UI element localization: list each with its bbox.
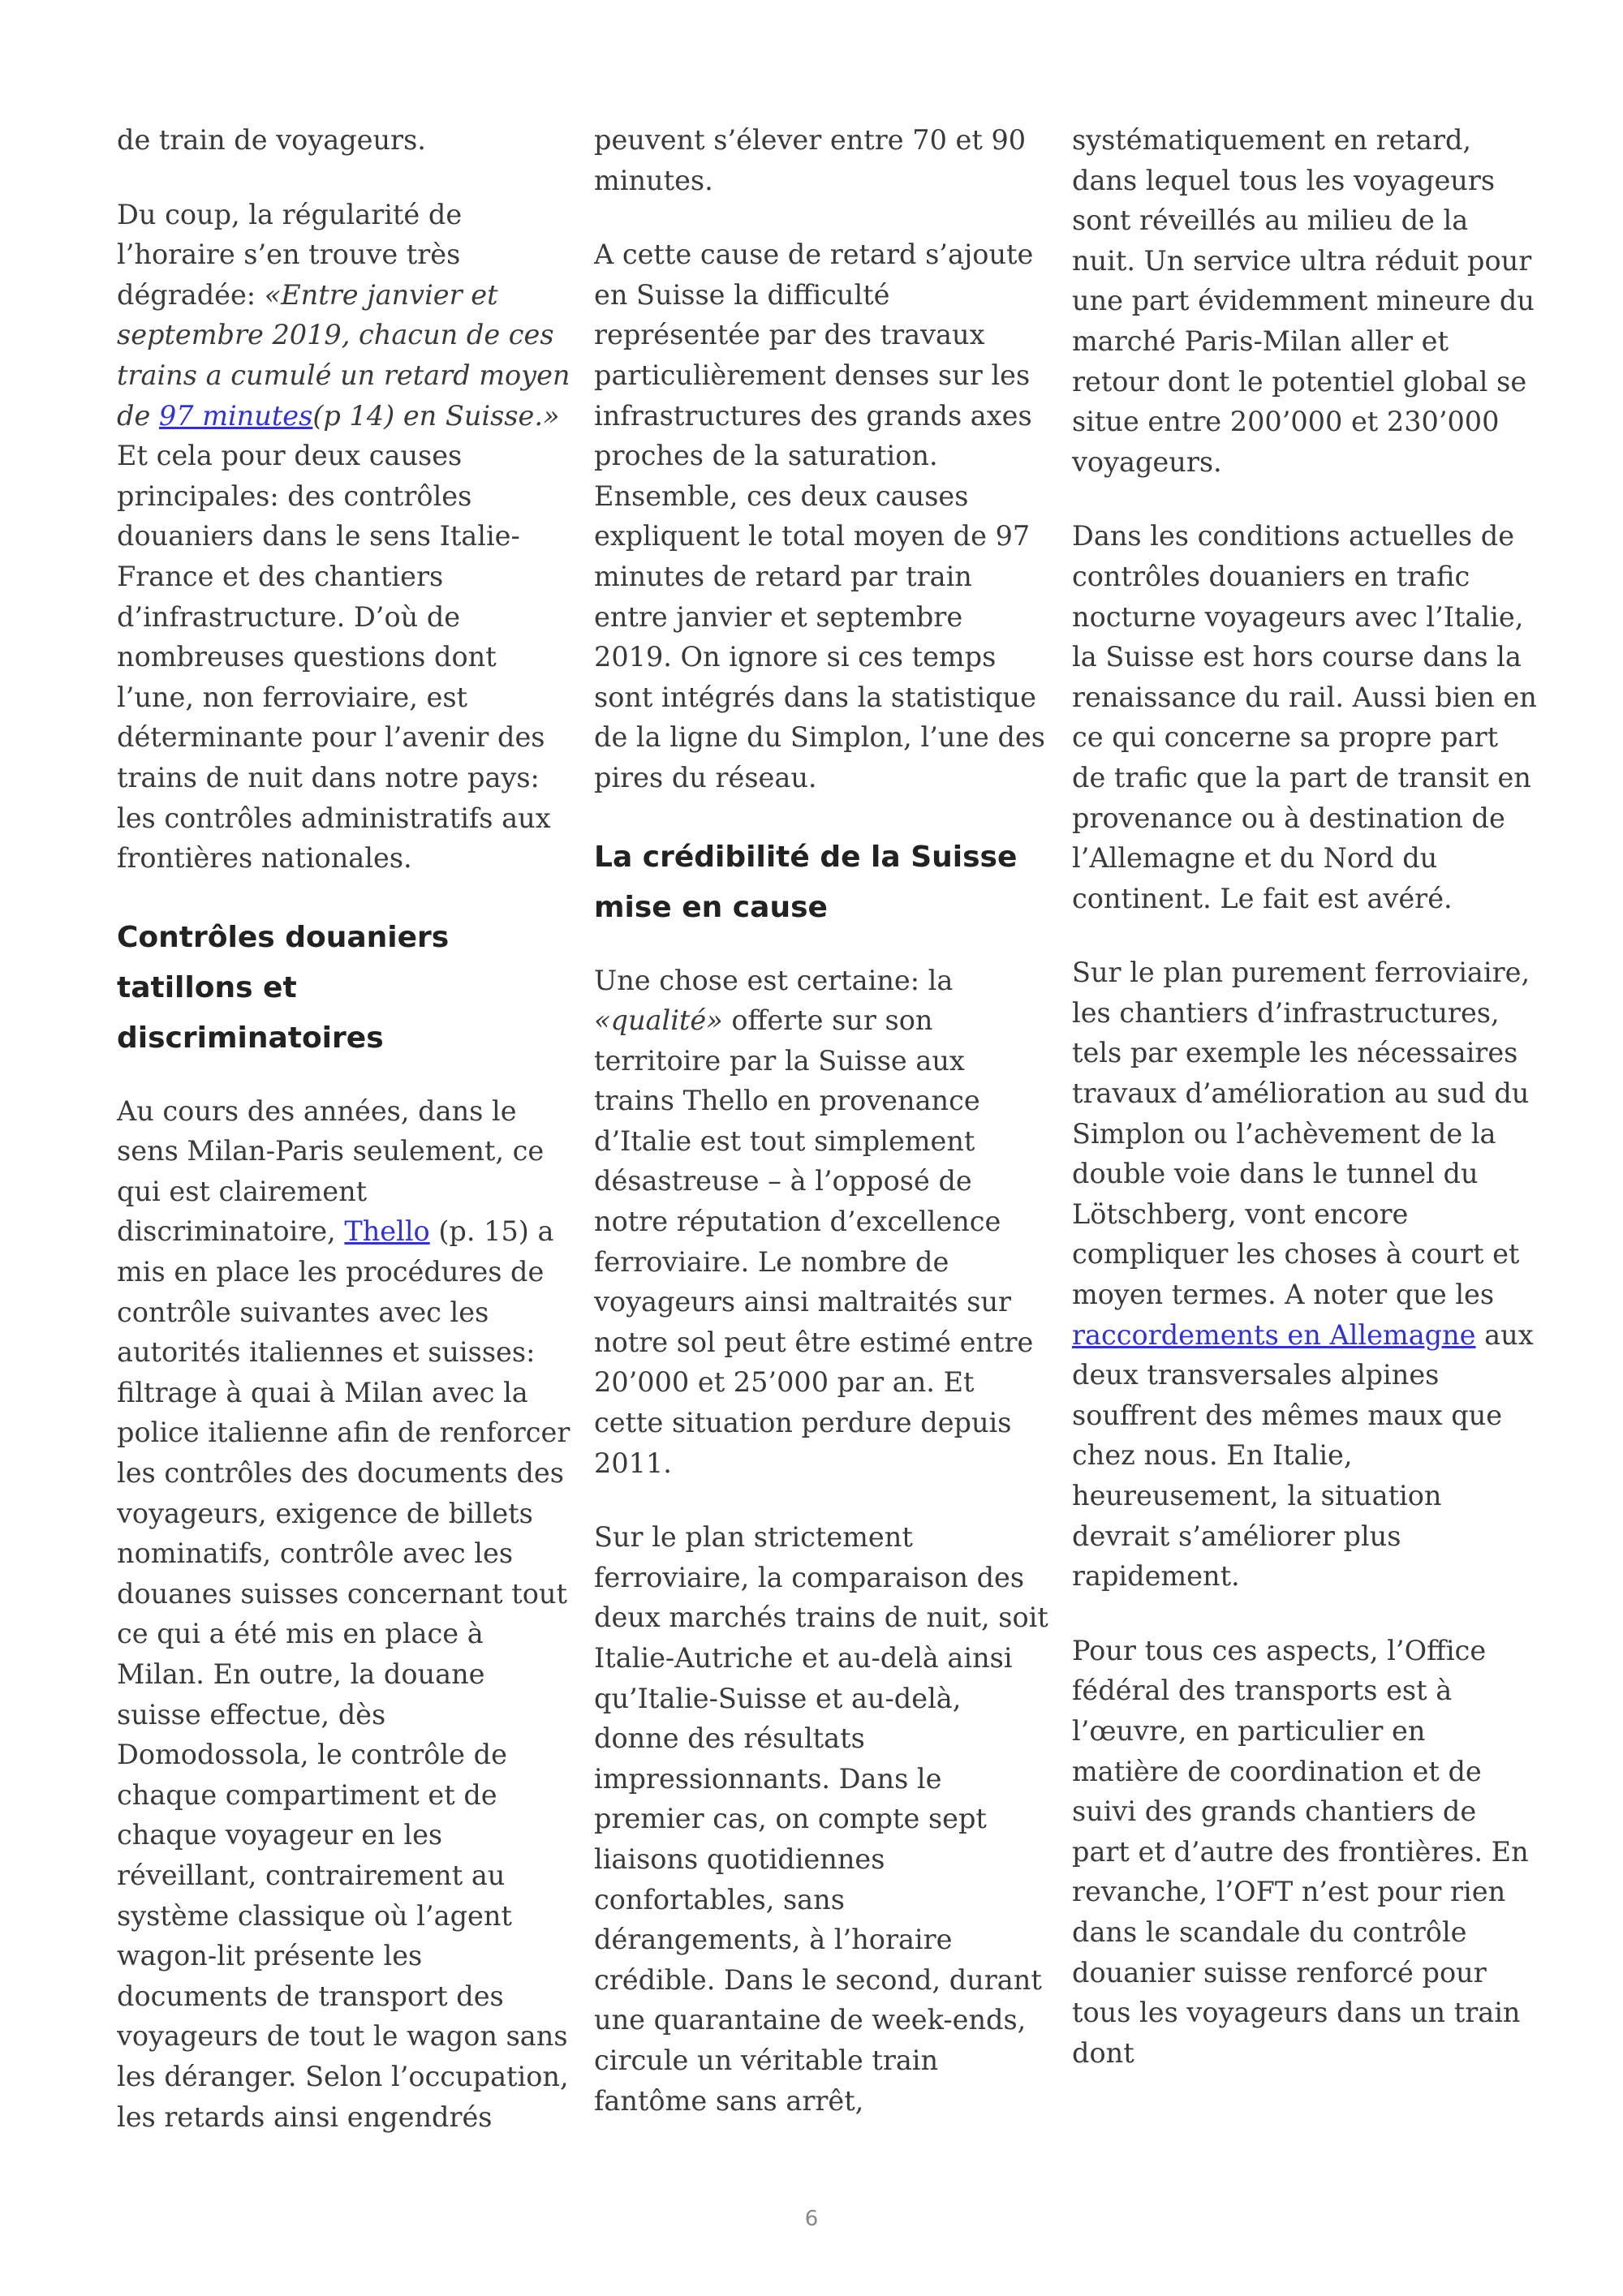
paragraph: Sur le plan purement ferroviaire, les chantiers d’infrastructures, tels par exemple les nécessaires travaux d’amélioration au sud du Simplon ou l’achèvement de la double voie dans le tunnel du Lötschberg, vont encore compliquer les choses à court et moyen termes. A noter que les raccordements en Allemagne aux deux transversales alpines souffrent des mêmes maux que chez nous. En Italie, heureusement, la situation devrait s’améliorer plus rapidement. (1072, 957, 1534, 1593)
page-number: 6 (804, 2207, 819, 2231)
paragraph: de train de voyageurs. (117, 124, 426, 156)
paragraph: systématiquement en retard, dans lequel tous les voyageurs sont réveillés au milieu de la nuit. Un service ultra réduit pour une part évidemment mineure du marché Paris-Milan aller et retour dont le potentiel global se situe entre 200’000 et 230’000 voyageurs. (1072, 124, 1535, 478)
section-heading: Contrôles douaniers tatillons et discriminatoires (117, 920, 450, 1055)
column-3 (1072, 120, 1539, 2107)
paragraph: Sur le plan strictement ferroviaire, la comparaison des deux marchés trains de nuit, soit Italie-Autriche et au-delà ainsi qu’Italie-Suisse et au-delà, donne des résultats impressionnants. Dans le premier cas, on compte sept liaisons quotidiennes confortables, sans dérangements, à l’horaire crédible. Dans le second, durant une quarantaine de week-ends, circule un véritable train fantôme sans arrêt, (594, 1521, 1048, 2117)
paragraph-text: Et cela pour deux causes principales: des contrôles douaniers dans le sens Italie-France et des chantiers d’infrastructure. D’où de nombreuses questions dont l’une, non ferroviaire, est déterminante pour l’avenir des trains de nuit dans notre pays: les contrôles administratifs aux frontières nationales. (117, 440, 551, 875)
column-2 (594, 120, 1048, 2155)
paragraph: Au cours des années, dans le sens Milan-Paris seulement, ce qui est clairement discriminatoire, Thello (p. 15) a mis en place les procédures de contrôle suivantes avec les autorités italiennes et suisses: filtrage à quai à Milan avec la police italienne afin de renforcer les contrôles des documents des voyageurs, exigence de billets nominatifs, contrôle avec les douanes suisses concernant tout ce qui a été mis en place à Milan. En outre, la douane suisse effectue, dès Domodossola, le contrôle de chaque compartiment et de chaque voyageur en les réveillant, contrairement au système classique où l’agent wagon-lit présente les documents de transport des voyageurs de tout le wagon sans les déranger. Selon l’occupation, les retards ainsi engendrés (117, 1094, 570, 2133)
paragraph: Dans les conditions actuelles de contrôles douaniers en trafic nocturne voyageurs avec l’Italie, la Suisse est hors course dans la renaissance du rail. Aussi bien en ce qui concerne sa propre part de trafic que la part de transit en provenance ou à destination de l’Allemagne et du Nord du continent. Le fait est avéré. (1072, 520, 1537, 914)
link-97-minutes[interactable]: 97 minutes (158, 399, 313, 432)
paragraph (117, 195, 571, 879)
quote: «qualité» (594, 1004, 723, 1037)
paragraph: Pour tous ces aspects, l’Office fédéral des transports est à l’œuvre, en particulier en matière de coordination et de suivi des grands chantiers de part et d’autre des frontières. En revanche, l’OFT n’est pour rien dans le scandale du contrôle douanier suisse renforcé pour tous les voyageurs dans un train dont (1072, 1634, 1529, 2069)
paragraph: Une chose est certaine: la «qualité» offerte sur son territoire par la Suisse aux trains Thello en provenance d’Italie est tout simplement désastreuse – à l’opposé de notre réputation d’excellence ferroviaire. Le nombre de voyageurs ainsi maltraités sur notre sol peut être estimé entre 20’000 et 25’000 par an. Et cette situation perdure depuis 2011. (594, 964, 1034, 1479)
paragraph: A cette cause de retard s’ajoute en Suisse la difficulté représentée par des travaux particulièrement denses sur les infrastructures des grands axes proches de la saturation. Ensemble, ces deux causes expliquent le total moyen de 97 minutes de retard par train entre janvier et septembre 2019. On ignore si ces temps sont intégrés dans la statistique de la ligne du Simplon, l’une des pires du réseau. (594, 239, 1045, 793)
link-raccordements-allemagne[interactable]: raccordements en Allemagne (1072, 1318, 1476, 1351)
section-heading: La crédibilité de la Suisse mise en cause (594, 840, 1018, 924)
quote: «Entre janvier et septembre 2019, chacun de ces trains a cumulé un retard moyen de 97 minutes(p 14) en Suisse.» (117, 278, 570, 432)
column-1 (117, 120, 571, 2171)
paragraph: peuvent s’élever entre 70 et 90 minutes. (594, 124, 1027, 196)
link-thello[interactable]: Thello (344, 1215, 430, 1248)
paragraph-text: Du coup, la régularité de l’horaire s’en trouve très dégradée: (117, 198, 463, 311)
